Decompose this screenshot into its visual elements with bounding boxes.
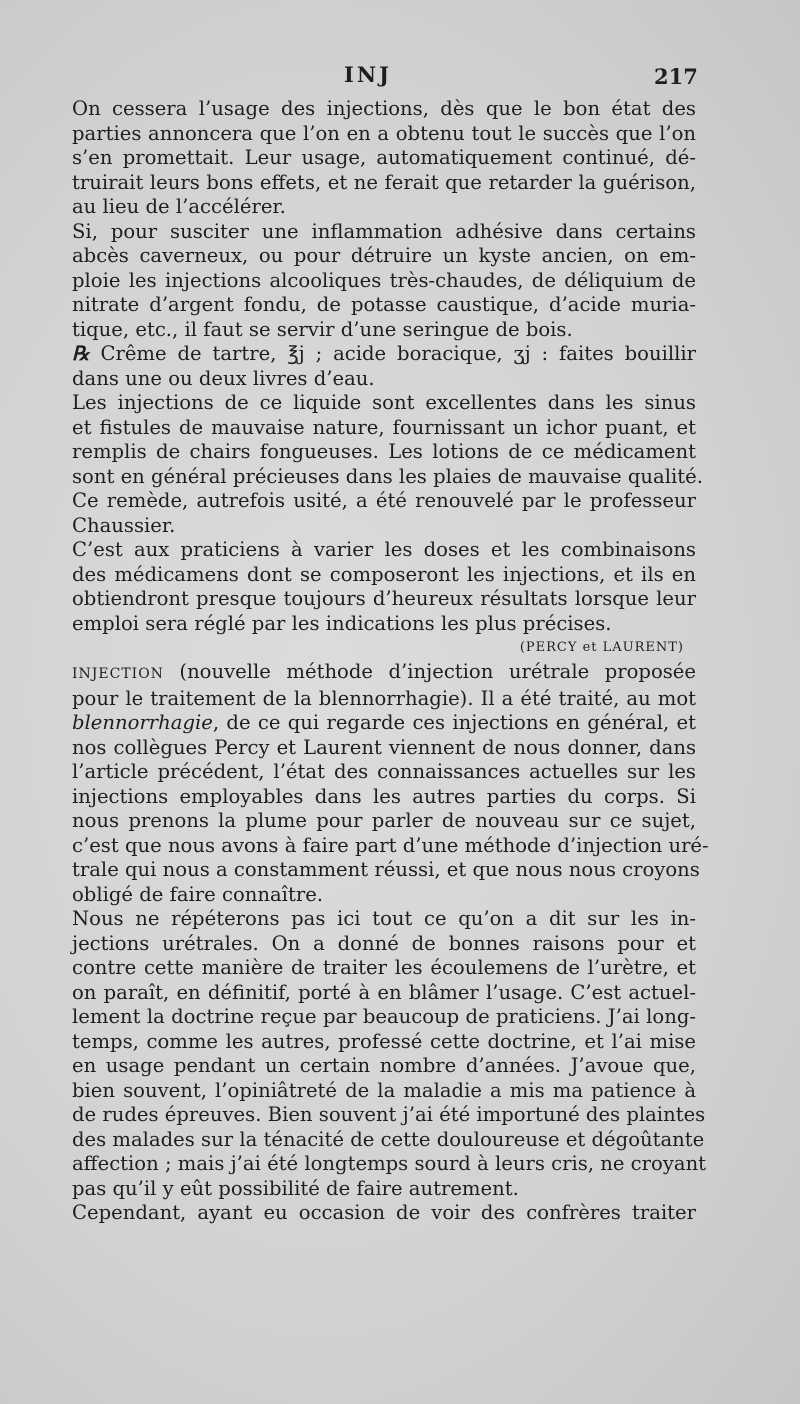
text-line: ploie les injections alcooliques très-chaudes, de déliquium de [72,268,696,292]
text-line [48,660,696,687]
text-line: Cependant, ayant eu occasion de voir des confrères traiter [72,1201,696,1224]
text-line: bien souvent, l’opiniâtreté de la maladie a mis ma patience à [72,1078,696,1102]
paragraph-5 [48,660,709,907]
recipe-line [48,342,696,367]
text-line: Nous ne répéterons pas ici tout ce qu’on a dit sur les in- [72,907,696,930]
text-line: sont en général précieuses dans les plaies de mauvaise qualité. [72,464,703,488]
paragraph-3 [48,391,703,538]
text-line: et fistules de mauvaise nature, fournissant un ichor puant, et [72,415,696,439]
recipe-sign-icon: ℞ [72,342,90,365]
text-line: Si, pour susciter une inflammation adhésive dans certains [72,219,696,243]
text-line: l’article précédent, l’état des connaissances actuelles sur les [72,760,696,783]
italic-term: blennorrhagie [72,711,213,734]
paragraph-4 [48,538,696,636]
recipe-paragraph [48,342,696,391]
text-line: Les injections de ce liquide sont excellentes dans les sinus [72,391,696,414]
text-line: Chaussier. [72,513,176,537]
text-line: nous prenons la plume pour parler de nouveau sur ce sujet, [72,809,696,832]
recipe-text: Crême de tartre, ℥j ; acide boracique, ʒj : faites bouillir [100,342,697,365]
text-line: tique, etc., il faut se servir d’une seringue de bois. [72,317,573,341]
text-line: pas qu’il y eût possibilité de faire autrement. [72,1176,519,1200]
text-line: truirait leurs bons effets, et ne ferait que retarder la guérison, [72,170,696,194]
page-number: 217 [654,64,698,89]
body-text [48,97,709,1226]
text-line: nos collègues Percy et Laurent viennent de nous donner, dans [72,735,696,759]
text-line: contre cette manière de traiter les écoulemens de l’urètre, et [72,956,696,979]
text-line: en usage pendant un certain nombre d’années. J’avoue que, [72,1054,696,1077]
paragraph-6 [48,907,707,1201]
recipe-line: dans une ou deux livres d’eau. [72,366,375,390]
text-line: On cessera l’usage des injections, dès que le bon état des [72,97,696,120]
page-header [0,62,800,92]
text-line: au lieu de l’accélérer. [72,195,286,218]
text-line: parties annoncera que l’on en a obtenu tout le succès que l’on [72,121,696,145]
text-line: Ce remède, autrefois usité, a été renouvelé par le professeur [72,489,696,512]
text-line: obtiendront presque toujours d’heureux résultats lorsque leur [72,587,696,610]
entry-first-line: (nouvelle méthode d’injection urétrale proposée [163,660,696,683]
text-line: obligé de faire connaître. [72,882,324,906]
text-line: remplis de chairs fongueuses. Les lotions de ce médicament [72,440,696,463]
paragraph-1 [48,97,696,220]
text-line: de rudes épreuves. Bien souvent j’ai été importuné des plaintes [72,1103,706,1126]
text-line: temps, comme les autres, professé cette doctrine, et l’ai mise [72,1029,696,1053]
text-line: pour le traitement de la blennorrhagie). Il a été traité, au mot [72,686,696,710]
text-line: c’est que nous avons à faire part d’une méthode d’injection uré- [72,833,709,857]
text-line: nitrate d’argent fondu, de potasse caustique, d’acide muria- [72,293,696,316]
paragraph-7 [48,1201,696,1226]
text-line: on paraît, en définitif, porté à en blâmer l’usage. C’est actuel- [72,980,696,1004]
text-line: abcès caverneux, ou pour détruire un kyste ancien, on em- [72,244,696,267]
text-line: injections employables dans les autres parties du corps. Si [72,784,696,808]
running-head: INJ [344,62,392,87]
text-fragment: , de ce qui regarde ces injections en général, et [212,711,696,734]
text-line [48,711,696,736]
text-line: s’en promettait. Leur usage, automatiquement continué, dé- [72,146,696,169]
text-line: emploi sera réglé par les indications les plus précises. [72,611,612,635]
text-line: lement la doctrine reçue par beaucoup de praticiens. J’ai long- [72,1005,696,1028]
text-line: C’est aux praticiens à varier les doses et les combinaisons [72,538,696,561]
text-line: trale qui nous a constamment réussi, et que nous nous croyons [72,858,700,881]
text-line: des médicamens dont se composeront les injections, et ils en [72,562,696,586]
text-line: affection ; mais j’ai été longtemps sourd à leurs cris, ne croyant [72,1152,707,1175]
text-line: jections urétrales. On a donné de bonnes raisons pour et [72,931,696,955]
author-attribution: (PERCY et LAURENT) [519,640,684,655]
paragraph-2 [48,220,696,343]
text-line: des malades sur la ténacité de cette douloureuse et dégoûtante [72,1127,705,1151]
entry-headword: INJECTION [72,666,164,682]
